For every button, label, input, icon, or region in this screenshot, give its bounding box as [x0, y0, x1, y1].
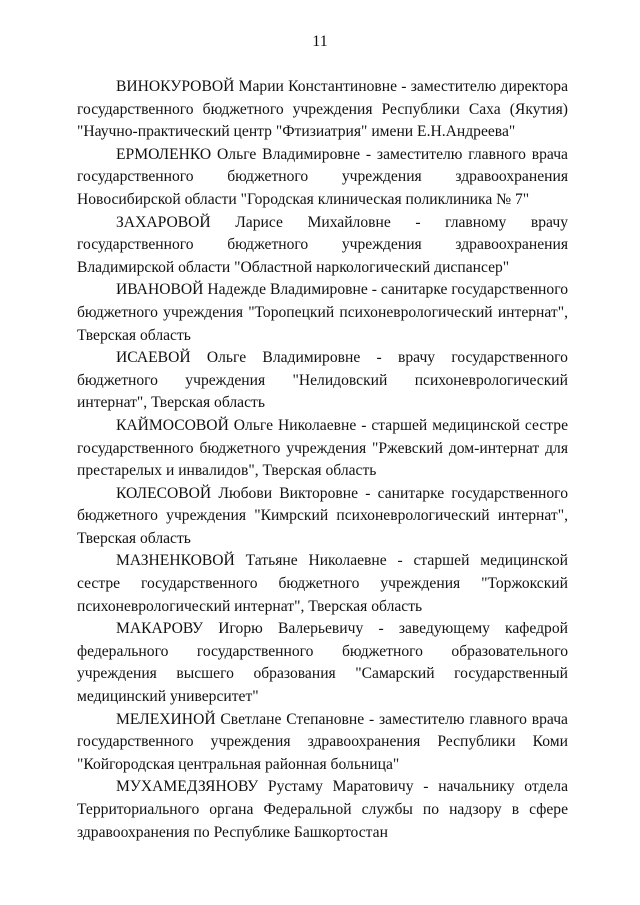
person-name: ИСАЕВОЙ Ольге Владимировне [116, 349, 361, 367]
person-position: - врачу государственного бюджетного учреждения "Нелидовский психоневрологический интернат", Тверская область [77, 349, 568, 412]
person-position: - главному врачу государственного бюджетного учреждения здравоохранения Владимирской области "Областной наркологический диспансер" [77, 213, 568, 276]
page-number: 11 [312, 33, 328, 50]
person-name: КОЛЕСОВОЙ Любови Викторовне [116, 484, 359, 502]
person-position: - санитарке государственного бюджетного учреждения "Кимрский психоневрологический интернат", Тверская область [77, 484, 568, 547]
list-item [77, 279, 568, 347]
award-list [77, 76, 568, 844]
list-item [77, 483, 568, 551]
list-item [77, 709, 568, 777]
person-name: МУХАМЕДЗЯНОВУ Рустаму Маратовичу [116, 778, 414, 796]
list-item [77, 415, 568, 483]
list-item [77, 618, 568, 708]
person-name: ЕРМОЛЕНКО Ольге Владимировне [116, 145, 360, 163]
list-item [77, 347, 568, 415]
list-item [77, 776, 568, 844]
list-item [77, 550, 568, 618]
list-item [77, 212, 568, 280]
person-position: - старшей медицинской сестре государственного бюджетного учреждения "Ржевский дом-интернат для престарелых и инвалидов", Тверская область [77, 416, 568, 480]
person-position: - санитарке государственного бюджетного учреждения "Торопецкий психоневрологический интернат", Тверская область [77, 281, 569, 344]
person-name: МАЗНЕНКОВОЙ Татьяне Николаевне [116, 552, 387, 570]
person-position: - заместителю директора государственного бюджетного учреждения Республики Саха (Якутия) "Научно-практический центр "Фтизиатрия" имени Е.Н.Андреева" [77, 78, 569, 141]
list-item [77, 144, 568, 212]
person-name: МЕЛЕХИНОЙ Светлане Степановне [116, 710, 365, 728]
person-name: МАКАРОВУ Игорю Валерьевичу [116, 620, 364, 638]
person-name: ИВАНОВОЙ Надежде Владимировне [116, 281, 368, 299]
person-position: - заместителю главного врача государственного бюджетного учреждения здравоохранения Новосибирской области "Городская клиническая поликлиника № 7" [77, 145, 568, 208]
person-position: - начальнику отдела Территориального органа Федеральной службы по надзору в сфере здравоохранения по Республике Башкортостан [77, 778, 568, 841]
list-item [77, 76, 568, 144]
person-position: - заместителю главного врача государственного учреждения здравоохранения Республики Коми "Койгородская центральная районная больница" [77, 710, 568, 773]
person-position: - заведующему кафедрой федерального государственного бюджетного образовательного учреждения высшего образования "Самарский государственный медицинский университет" [77, 620, 568, 706]
person-name: КАЙМОСОВОЙ Ольге Николаевне [116, 416, 357, 434]
person-name: ЗАХАРОВОЙ Ларисе Михайловне [116, 213, 391, 231]
person-name: ВИНОКУРОВОЙ Марии Константиновне [116, 78, 398, 95]
person-position: - старшей медицинской сестре государственного бюджетного учреждения "Торжокский психоневрологический интернат", Тверская область [77, 552, 568, 615]
